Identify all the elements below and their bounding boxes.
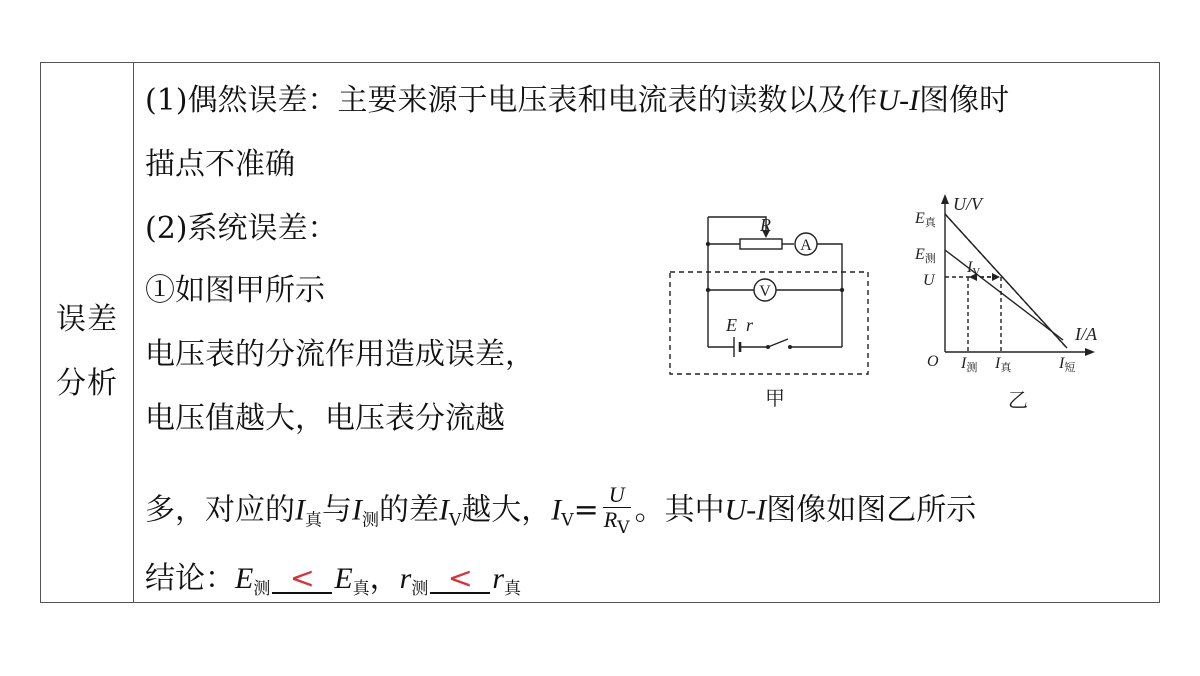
measured-line <box>945 250 1063 340</box>
paragraph-conclusion: 结论：$E_测 < E_真$，$r_测 < r_真$ <box>145 561 522 599</box>
svg-text:I/A: I/A <box>1075 324 1097 344</box>
label-i-true: I真 <box>995 355 1012 374</box>
label-e-measured: E测 <box>915 246 936 265</box>
row-label <box>41 288 133 416</box>
label-iv: IV <box>967 259 981 278</box>
label-r: r <box>746 315 754 335</box>
paragraph-current-difference: 多，对应的$I_真$与$I_测$的差$I_V$越大，$I_V=$ $\frac{U}{R_V}$ 。其中U-I图像如图乙所示 <box>145 482 977 538</box>
paragraph-shunt-effect: 电压表的分流作用造成误差， <box>145 337 535 372</box>
label-E: E <box>726 315 737 335</box>
row-label-line1: 误差 <box>56 302 118 337</box>
paragraph-system-error: (2)系统误差： <box>145 211 338 246</box>
paragraph-random-error: (1)偶然误差：主要来源于电压表和电流表的读数以及作U-I图像时 <box>145 83 1010 118</box>
caption-a: 甲 <box>765 388 785 410</box>
svg-text:U/V: U/V <box>953 194 982 214</box>
label-u: U <box>923 272 935 289</box>
row-label-line2: 分析 <box>56 366 118 401</box>
ui-graph-b <box>905 190 1110 415</box>
label-R: R <box>760 215 771 235</box>
label-i-short: I短 <box>1059 355 1076 374</box>
label-ammeter: A <box>800 237 812 254</box>
switch <box>768 339 788 347</box>
answer-blank-e: < <box>272 566 332 594</box>
paragraph-fig-a-ref: ①如图甲所示 <box>145 273 325 308</box>
label-e-true: E真 <box>915 210 936 229</box>
fraction-u-over-rv: $\frac{U}{R_V}$ <box>603 482 630 538</box>
paragraph-random-error-cont: 描点不准确 <box>145 147 295 182</box>
origin-label: O <box>927 353 939 370</box>
label-voltmeter: V <box>759 283 771 300</box>
column-divider <box>133 63 134 602</box>
caption-b: 乙 <box>1008 390 1028 412</box>
rheostat-R <box>740 239 782 249</box>
answer-blank-r: < <box>430 566 490 594</box>
label-i-measured: I测 <box>961 355 978 374</box>
paragraph-voltage-larger: 电压值越大，电压表分流越 <box>145 401 505 436</box>
rheostat-slider-wire <box>708 217 766 231</box>
circuit-diagram-a <box>662 205 882 415</box>
